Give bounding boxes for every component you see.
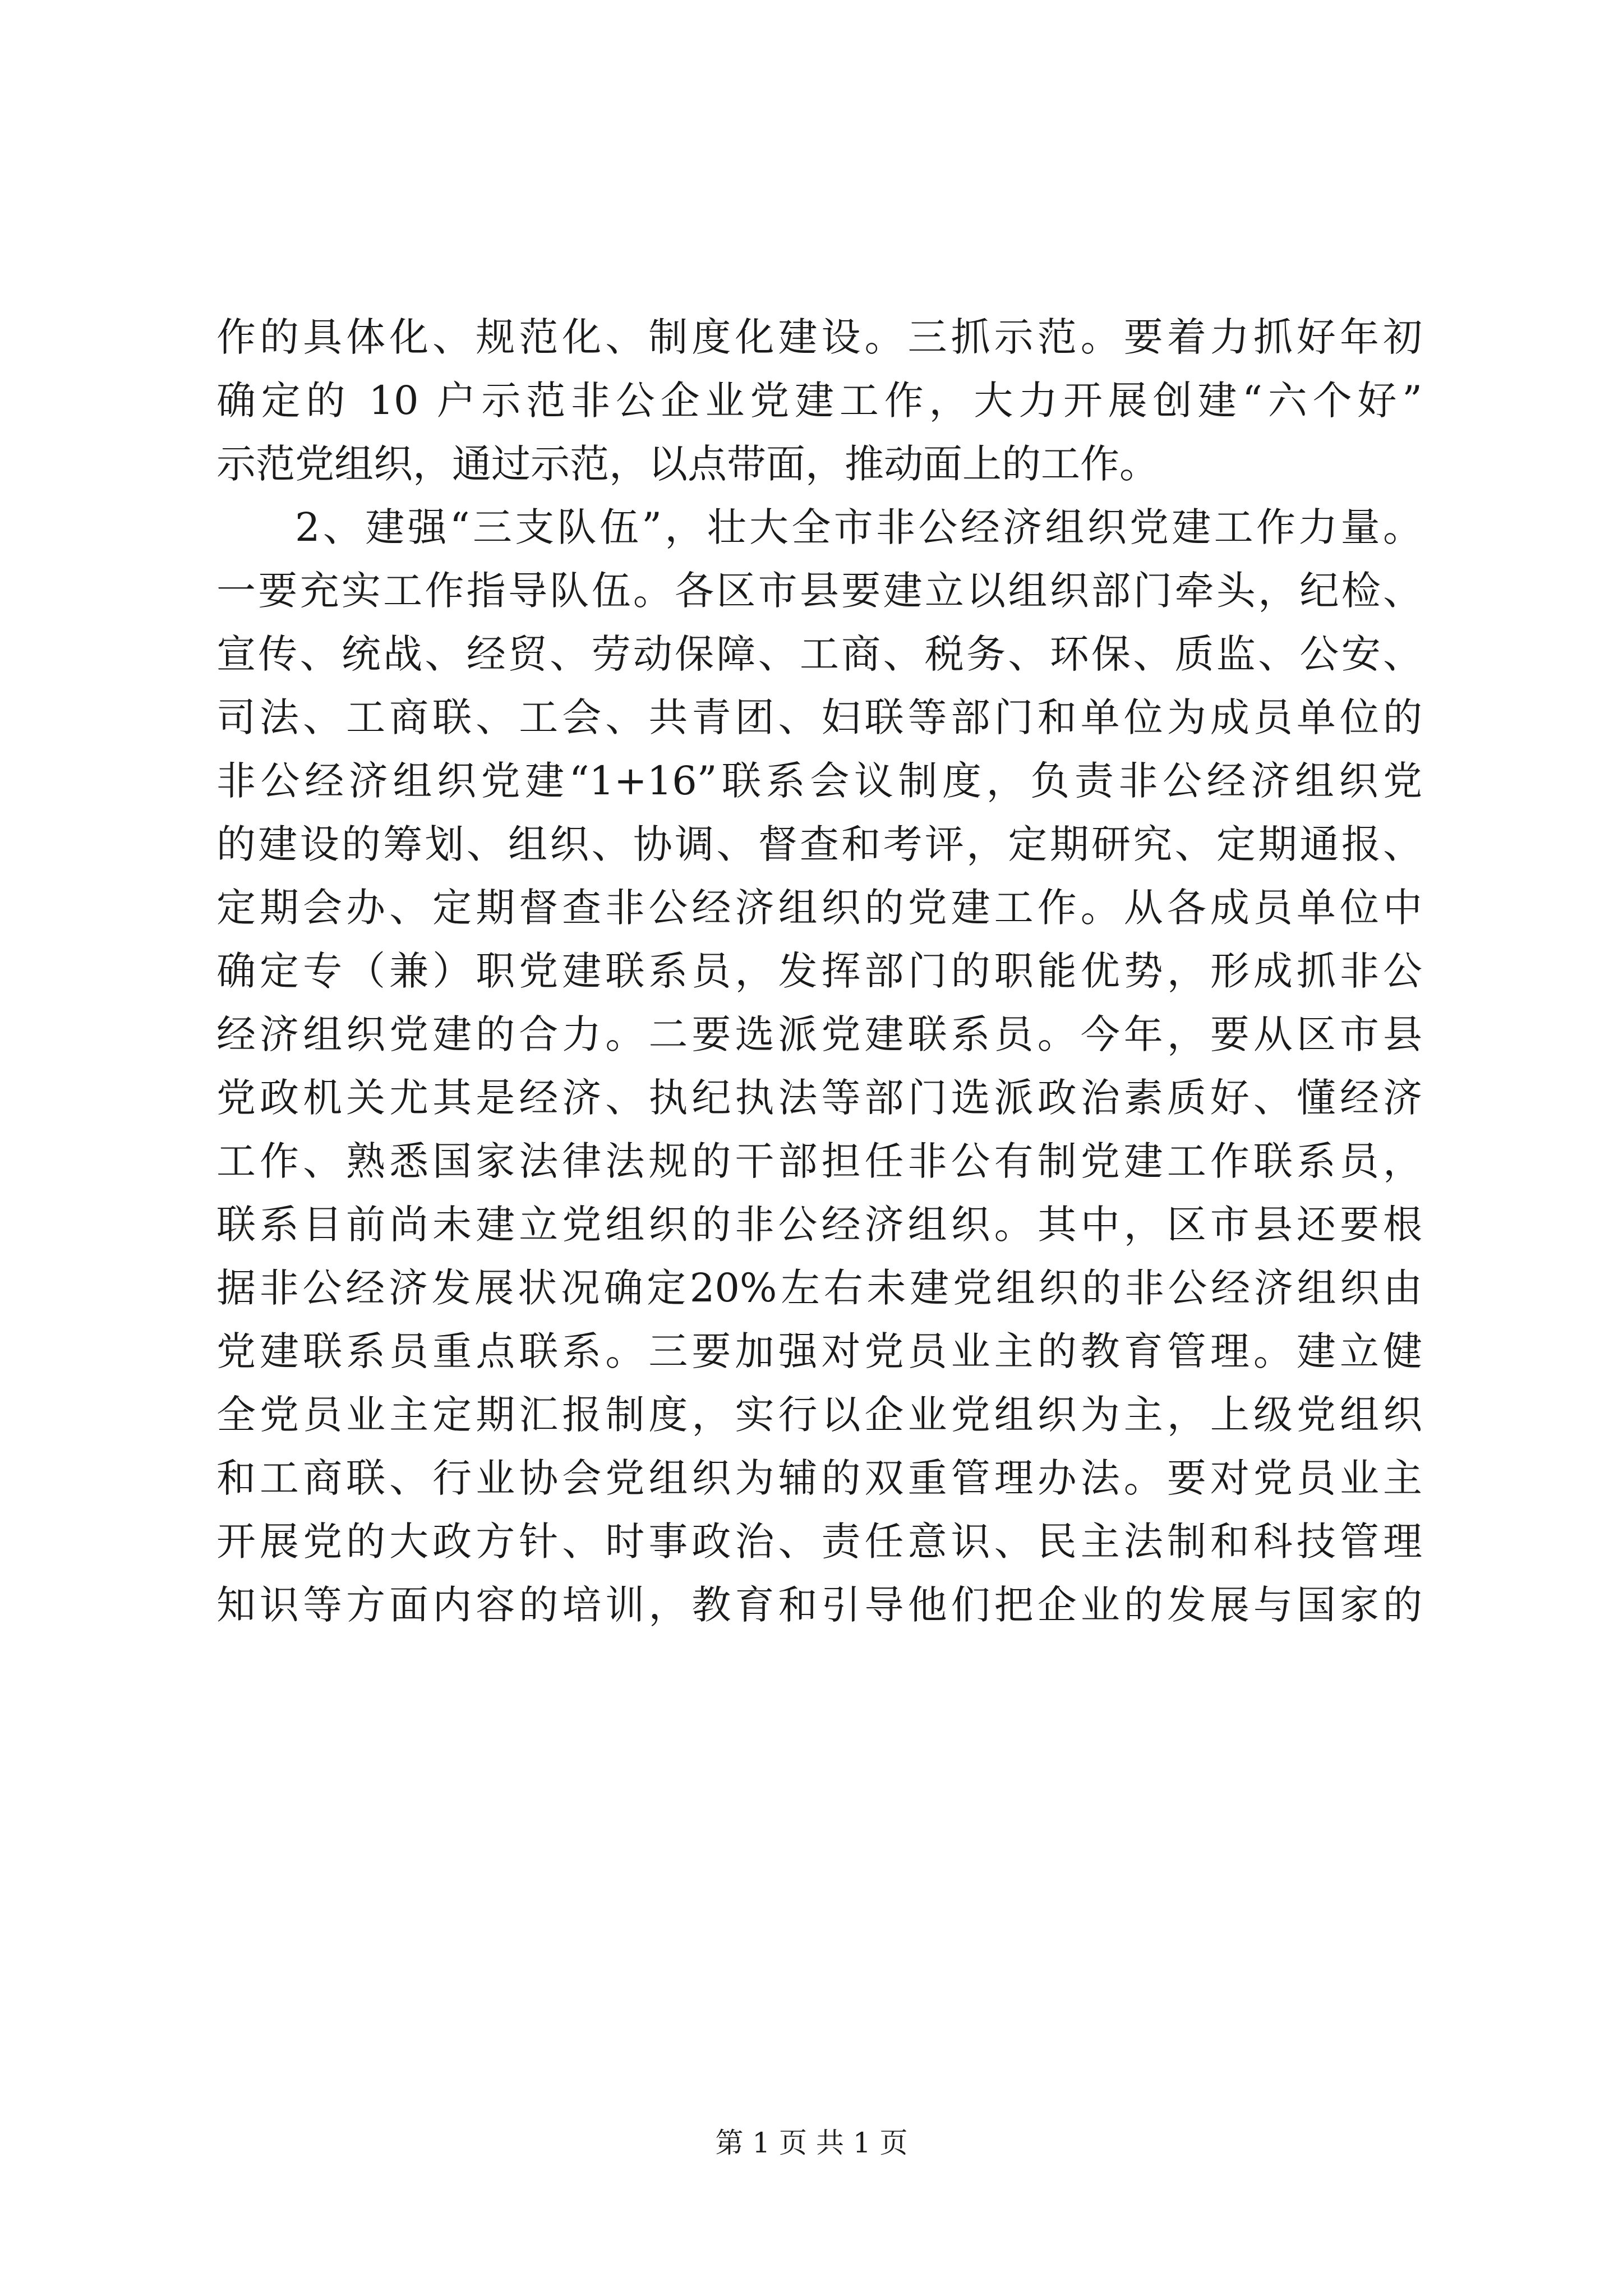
text-line-11: 确定专（兼）职党建联系员，发挥部门的职能优势，形成抓非公 [216,948,1422,994]
text-line-18: 全党员业主定期汇报制度，实行以企业党组织为主，上级党组织 [216,1392,1422,1438]
text-line-1: 作的具体化、规范化、制度化建设。三抓示范。要着力抓好年初 [216,314,1422,360]
text-line-15: 联系目前尚未建立党组织的非公经济组织。其中，区市县还要根 [216,1202,1422,1248]
page-number-footer: 第 1 页 共 1 页 [715,2127,908,2159]
text-line-4: 2、建强“三支队伍”，壮大全市非公经济组织党建工作力量。 [295,504,1422,550]
text-line-9: 的建设的筹划、组织、协调、督查和考评，定期研究、定期通报、 [216,821,1422,867]
text-line-8: 非公经济组织党建“1+16”联系会议制度，负责非公经济组织党 [216,758,1422,804]
text-line-7: 司法、工商联、工会、共青团、妇联等部门和单位为成员单位的 [216,694,1422,740]
text-line-10: 定期会办、定期督查非公经济组织的党建工作。从各成员单位中 [216,885,1422,931]
text-line-20: 开展党的大政方针、时事政治、责任意识、民主法制和科技管理 [216,1519,1422,1565]
text-line-16: 据非公经济发展状况确定20%左右未建党组织的非公经济组织由 [216,1265,1422,1311]
text-line-19: 和工商联、行业协会党组织为辅的双重管理办法。要对党员业主 [216,1455,1422,1501]
text-line-13: 党政机关尤其是经济、执纪执法等部门选派政治素质好、懂经济 [216,1075,1422,1121]
text-line-21: 知识等方面内容的培训，教育和引导他们把企业的发展与国家的 [216,1582,1422,1628]
text-line-14: 工作、熟悉国家法律法规的干部担任非公有制党建工作联系员， [216,1138,1422,1184]
text-line-17: 党建联系员重点联系。三要加强对党员业主的教育管理。建立健 [216,1328,1422,1374]
text-line-6: 宣传、统战、经贸、劳动保障、工商、税务、环保、质监、公安、 [216,631,1422,677]
text-line-3: 示范党组织，通过示范，以点带面，推动面上的工作。 [216,441,1159,487]
text-line-2: 确定的 10 户示范非公企业党建工作，大力开展创建“六个好” [216,378,1422,424]
body-text [216,306,1422,1637]
text-line-12: 经济组织党建的合力。二要选派党建联系员。今年，要从区市县 [216,1011,1422,1057]
text-line-5: 一要充实工作指导队伍。各区市县要建立以组织部门牵头，纪检、 [216,568,1422,614]
